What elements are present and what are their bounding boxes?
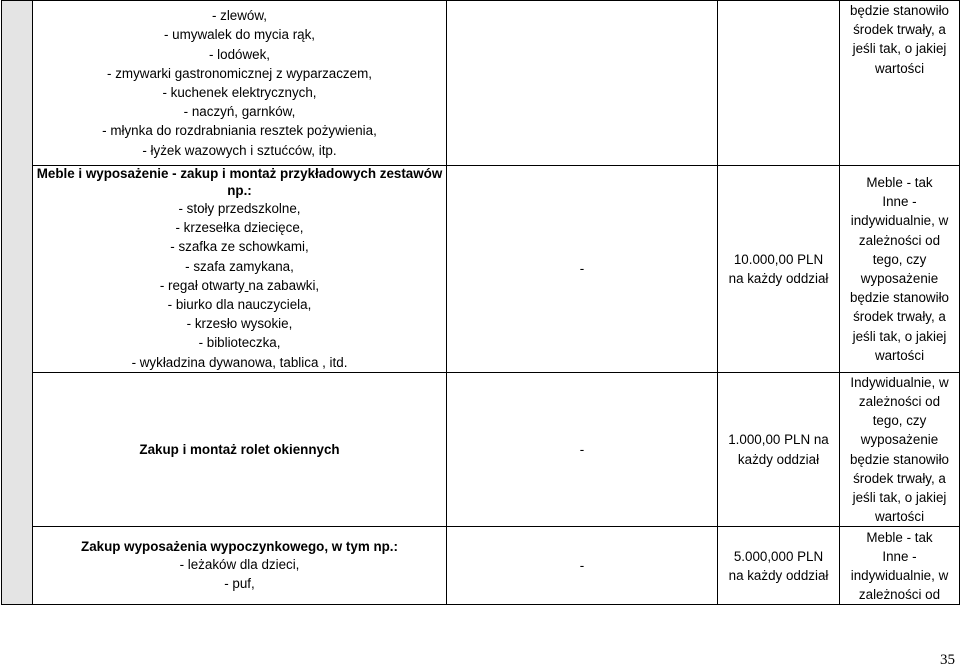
note-line: Meble - tak: [866, 529, 933, 545]
amount-cell: [718, 166, 840, 373]
item-heading: Zakup wyposażenia wypoczynkowego, w tym np.:: [81, 538, 398, 554]
description-cell: [33, 527, 447, 605]
item-line: - puf,: [224, 576, 255, 592]
amount-line: 5.000,000 PLN: [733, 548, 824, 564]
amount-line: 10.000,00 PLN: [733, 251, 824, 267]
cost-cell: -: [447, 527, 718, 605]
item-line: - szafa zamykana,: [185, 258, 294, 274]
note-line: środek trwały, a: [853, 22, 946, 38]
item-line: - leżaków dla dzieci,: [179, 557, 300, 572]
note-line: zależności od: [858, 232, 941, 248]
amount-cell: [718, 1, 840, 166]
items-table: [1, 0, 960, 605]
note-line: wyposażenie: [860, 270, 939, 286]
amount-line: każdy oddział: [737, 451, 820, 467]
item-heading: Zakup i montaż rolet okiennych: [139, 442, 340, 458]
cost-cell: [447, 1, 718, 166]
item-line: - umywalek do mycia rąk,: [163, 27, 316, 43]
amount-cell: [718, 527, 840, 605]
note-line: Meble - tak: [866, 174, 933, 190]
description-cell: [33, 372, 447, 527]
item-line: - biblioteczka,: [198, 335, 281, 351]
note-line: Inne -: [882, 548, 917, 564]
description-cell: [33, 166, 447, 373]
lp-column: [2, 1, 33, 605]
note-line: środek trwały, a: [853, 309, 946, 325]
note-line: jeśli tak, o jakiej: [852, 328, 947, 344]
note-line: wartości: [874, 509, 925, 525]
item-line: - naczyń, garnków,: [183, 104, 296, 120]
note-line: tego, czy: [872, 413, 927, 429]
note-cell: [840, 372, 960, 527]
item-line: - łyżek wazowych i sztućców, itp.: [142, 142, 337, 158]
note-line: wartości: [874, 347, 925, 363]
item-line: - krzesło wysokie,: [186, 316, 293, 332]
note-line: będzie stanowiło: [849, 290, 949, 306]
item-line: - stoły przedszkolne,: [178, 201, 301, 216]
note-line: indywidualnie, w: [850, 213, 949, 229]
table-row: [2, 527, 960, 605]
note-line: będzie stanowiło: [849, 3, 949, 18]
note-line: wartości: [874, 60, 925, 76]
page-number: 35: [940, 652, 955, 668]
table-row: [2, 372, 960, 527]
item-line: - biurko dla nauczyciela,: [167, 297, 312, 313]
item-line: - lodówek,: [208, 46, 271, 62]
amount-line: 1.000,00 PLN na: [728, 432, 829, 448]
item-line: - wykładzina dywanowa, tablica , itd.: [131, 354, 348, 370]
note-cell: [840, 1, 960, 166]
note-line: wyposażenie: [860, 432, 939, 448]
note-line: jeśli tak, o jakiej: [852, 41, 947, 57]
cost-cell: -: [447, 166, 718, 373]
note-line: będzie stanowiło: [849, 451, 949, 467]
table-row: [2, 166, 960, 373]
note-line: środek trwały, a: [853, 470, 946, 486]
note-line: jeśli tak, o jakiej: [852, 490, 947, 506]
item-line: - szafka ze schowkami,: [170, 239, 309, 255]
item-line: - regał otwarty na zabawki,: [159, 277, 320, 293]
note-line: tego, czy: [872, 251, 927, 267]
note-cell: [840, 166, 960, 373]
note-line: zależności od: [858, 394, 941, 410]
note-cell: [840, 527, 960, 605]
description-cell: [33, 1, 447, 166]
item-line: - zmywarki gastronomicznej z wyparzaczem,: [107, 65, 372, 81]
item-line: - kuchenek elektrycznych,: [162, 85, 317, 100]
item-heading: Meble i wyposażenie - zakup i montaż przykładowych zestawów np.:: [36, 166, 443, 198]
item-line: - zlewów,: [211, 8, 268, 24]
amount-line: na każdy oddział: [728, 567, 829, 583]
note-line: Indywidualnie, w: [850, 374, 949, 390]
item-line: - krzesełka dziecięce,: [175, 220, 304, 236]
amount-line: na każdy oddział: [728, 270, 829, 286]
table-row: [2, 1, 960, 166]
note-line: Inne -: [882, 194, 917, 210]
note-line: zależności od: [858, 587, 941, 603]
item-line: - młynka do rozdrabniania resztek pożywienia,: [102, 123, 377, 139]
note-line: indywidualnie, w: [850, 567, 949, 583]
amount-cell: [718, 372, 840, 527]
cost-cell: -: [447, 372, 718, 527]
